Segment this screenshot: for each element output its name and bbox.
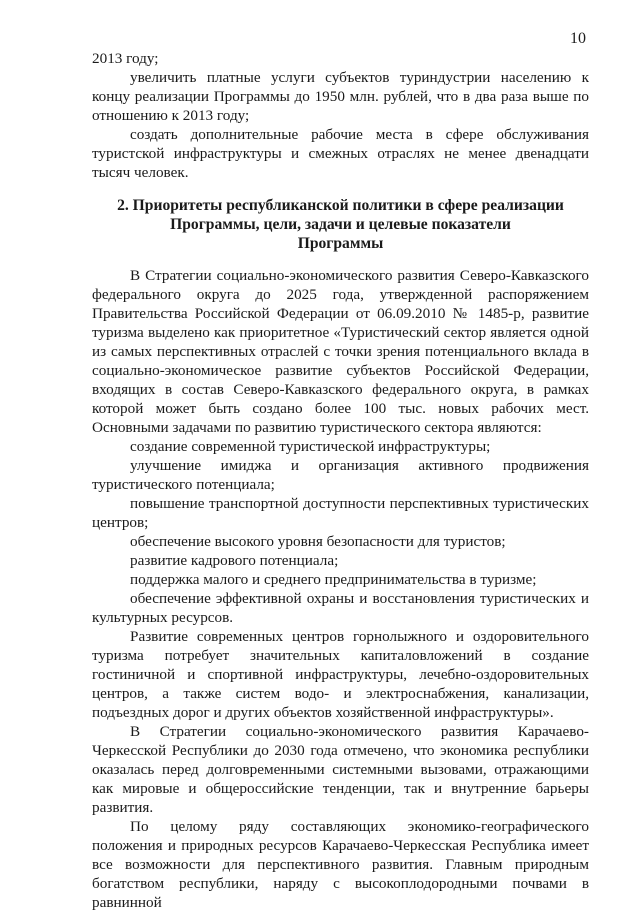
- section-title-line: Программы: [297, 235, 384, 252]
- list-item: 2013 году;: [92, 50, 159, 67]
- body-text: [92, 266, 589, 912]
- paragraph: Развитие современных центров горнолыжного и оздоровительного туризма потребует значительных капиталовложений в создание гостиничной и спортивной инфраструктуры, лечебно-оздоровительных центров, а также систем водо- и электроснабжения, канализации, подъездных дорог и других объектов хозяйственной инфраструктуры».: [92, 628, 589, 721]
- task-item: повышение транспортной доступности перспективных туристических центров;: [92, 495, 589, 531]
- task-item: развитие кадрового потенциала;: [130, 552, 339, 569]
- page-number: 10: [570, 30, 586, 47]
- paragraph: В Стратегии социально-экономического развития Северо-Кавказского федерального округа до 2025 года, утвержденной распоряжением Правительства Российской Федерации от 06.09.2010 № 1485-р, развитие туризма выделено как приоритетное «Туристический сектор является одной из самых перспективных отраслей с точки зрения потенциального вклада в социально-экономическое развитие субъектов Российской Федерации, входящих в состав Северо-Кавказского федерального округа, в рамках которой может быть создано более 100 тыс. новых рабочих мест. Основными задачами по развитию туристического сектора являются:: [92, 267, 589, 436]
- task-item: поддержка малого и среднего предпринимательства в туризме;: [130, 571, 537, 588]
- paragraph: По целому ряду составляющих экономико-географического положения и природных ресурсов Карачаево-Черкесская Республика имеет все возможности для перспективного развития. Главным природным богатством республики, наряду с высокоплодородными почвами в равнинной: [92, 818, 589, 911]
- task-item: обеспечение высокого уровня безопасности для туристов;: [130, 533, 506, 550]
- section-title-line: 2. Приоритеты республиканской политики в сфере реализации: [117, 197, 564, 214]
- list-item: создать дополнительные рабочие места в сфере обслуживания туристской инфраструктуры и смежных отраслях не менее двенадцати тысяч человек.: [92, 126, 589, 181]
- list-item: увеличить платные услуги субъектов туриндустрии населению к концу реализации Программы до 1950 млн. рублей, что в два раза выше по отношению к 2013 году;: [92, 69, 589, 124]
- task-item: обеспечение эффективной охраны и восстановления туристических и культурных ресурсов.: [92, 590, 589, 626]
- top-items: [92, 49, 589, 182]
- task-item: улучшение имиджа и организация активного продвижения туристического потенциала;: [92, 457, 589, 493]
- section-title: [92, 196, 589, 253]
- section-title-line: Программы, цели, задачи и целевые показатели: [170, 216, 511, 233]
- task-item: создание современной туристической инфраструктуры;: [130, 438, 491, 455]
- paragraph: В Стратегии социально-экономического развития Карачаево-Черкесской Республики до 2030 года отмечено, что экономика республики оказалась перед долговременными системными вызовами, отражающими как мировые и общероссийские тенденции, так и внутренние барьеры развития.: [92, 723, 589, 816]
